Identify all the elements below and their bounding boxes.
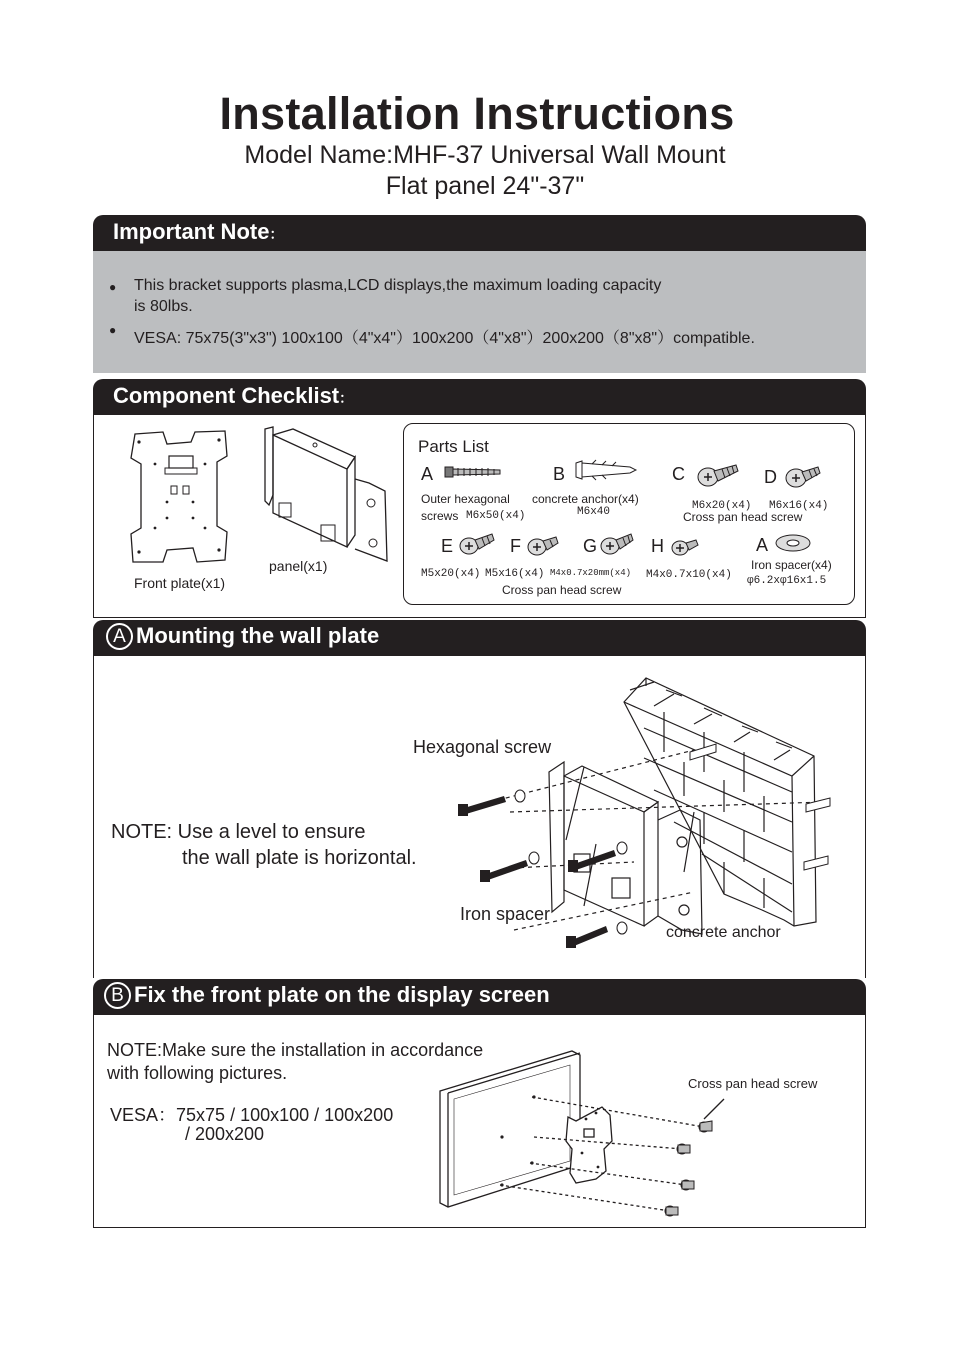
hexagonal-screw-label: Hexagonal screw	[413, 737, 552, 757]
wall-plate-diagram	[454, 672, 854, 972]
part-d-spec: M6x16(x4)	[769, 500, 829, 512]
section-a-note-line1: NOTE: Use a level to ensure	[111, 821, 366, 843]
section-b-vesa-line1: VESA：75x75 / 100x100 / 100x200	[110, 1105, 394, 1125]
part-b-desc: concrete anchor(x4)	[532, 492, 639, 506]
section-a-header	[93, 620, 866, 656]
iron-spacer-label: Iron spacer	[460, 904, 551, 924]
note-bullet-2: VESA: 75x75(3"x3") 100x100（4"x4"）100x200（4"x8"）200x200（8"x8"）compatible.	[134, 330, 755, 347]
part-efgh-desc: Cross pan head screw	[502, 583, 622, 597]
section-b-note-line2: with following pictures.	[107, 1063, 288, 1083]
important-note-panel	[93, 251, 866, 373]
panel-label: panel(x1)	[269, 558, 328, 574]
part-a-spec: M6x50(x4)	[466, 510, 526, 522]
checklist-colon: ：	[339, 390, 354, 406]
bullet-dot-2: ●	[109, 323, 117, 337]
cross-screw-icon	[784, 461, 824, 489]
iron-spacer-icon	[773, 532, 813, 554]
cross-screw-icon	[696, 459, 740, 489]
concrete-anchor-label: concrete anchor	[666, 924, 781, 941]
part-b-letter: B	[553, 464, 566, 484]
part-spacer-spec: φ6.2xφ16x1.5	[747, 575, 827, 587]
part-spacer-letter: A	[756, 535, 769, 555]
section-a-heading: Mounting the wall plate	[136, 623, 380, 648]
part-cd-desc: Cross pan head screw	[683, 510, 803, 524]
section-a-note-line2: the wall plate is horizontal.	[182, 847, 417, 869]
panel-size: Flat panel 24"-37"	[385, 172, 585, 200]
section-b-panel	[93, 1015, 866, 1228]
part-c-letter: C	[672, 464, 685, 484]
parts-list-title: Parts List	[418, 437, 489, 456]
part-g-letter: G	[583, 536, 598, 556]
part-e-letter: E	[441, 536, 454, 556]
part-spacer-desc: Iron spacer(x4)	[751, 558, 832, 572]
section-b-circle: B	[104, 982, 131, 1009]
section-a-circle: A	[106, 623, 133, 650]
part-a-letter: A	[421, 464, 434, 484]
part-h-letter: H	[651, 536, 664, 556]
section-b-vesa-line2: / 200x200	[185, 1124, 265, 1144]
part-b-spec: M6x40	[577, 506, 611, 518]
note-bullet-1-line2: is 80lbs.	[134, 298, 193, 315]
panel-drawing	[259, 425, 394, 565]
bullet-dot-1: ●	[109, 280, 117, 294]
part-g-spec: M4x0.7x20mm(x4)	[550, 568, 632, 578]
part-f-spec: M5x16(x4)	[485, 568, 545, 580]
cross-pan-screw-label: Cross pan head screw	[688, 1076, 818, 1091]
section-b-note-line1: NOTE:Make sure the installation in accordance	[107, 1040, 484, 1060]
parts-list-box	[403, 423, 855, 605]
important-note-heading: Important Note	[113, 219, 270, 244]
cross-screw-icon	[599, 529, 635, 557]
part-a-desc2: screws	[421, 509, 459, 523]
checklist-header	[93, 379, 866, 415]
checklist-panel	[93, 415, 866, 618]
important-note-header	[93, 215, 866, 251]
note-bullet-1-line1: This bracket supports plasma,LCD displays,the maximum loading capacity	[134, 277, 662, 294]
part-h-spec: M4x0.7x10(x4)	[646, 569, 732, 581]
part-a-desc: Outer hexagonal	[421, 492, 510, 506]
section-b-header	[93, 979, 866, 1015]
checklist-heading: Component Checklist	[113, 383, 340, 408]
page-title: Installation Instructions	[219, 88, 735, 139]
important-note-colon: ：	[269, 226, 284, 242]
part-d-letter: D	[764, 467, 777, 487]
cross-screw-icon	[526, 531, 560, 559]
hex-screw-icon	[444, 464, 502, 480]
front-plate-drawing	[127, 428, 231, 566]
section-a-panel	[93, 656, 866, 978]
cross-screw-icon	[670, 534, 700, 558]
display-mounting-diagram	[434, 1045, 854, 1225]
concrete-anchor-icon	[574, 459, 638, 481]
section-b-heading: Fix the front plate on the display screen	[134, 982, 550, 1007]
part-e-spec: M5x20(x4)	[421, 568, 481, 580]
part-c-spec: M6x20(x4)	[692, 500, 752, 512]
model-name: Model Name:MHF-37 Universal Wall Mount	[244, 141, 726, 169]
cross-screw-icon	[458, 529, 496, 557]
part-f-letter: F	[510, 536, 521, 556]
front-plate-label: Front plate(x1)	[134, 575, 226, 591]
